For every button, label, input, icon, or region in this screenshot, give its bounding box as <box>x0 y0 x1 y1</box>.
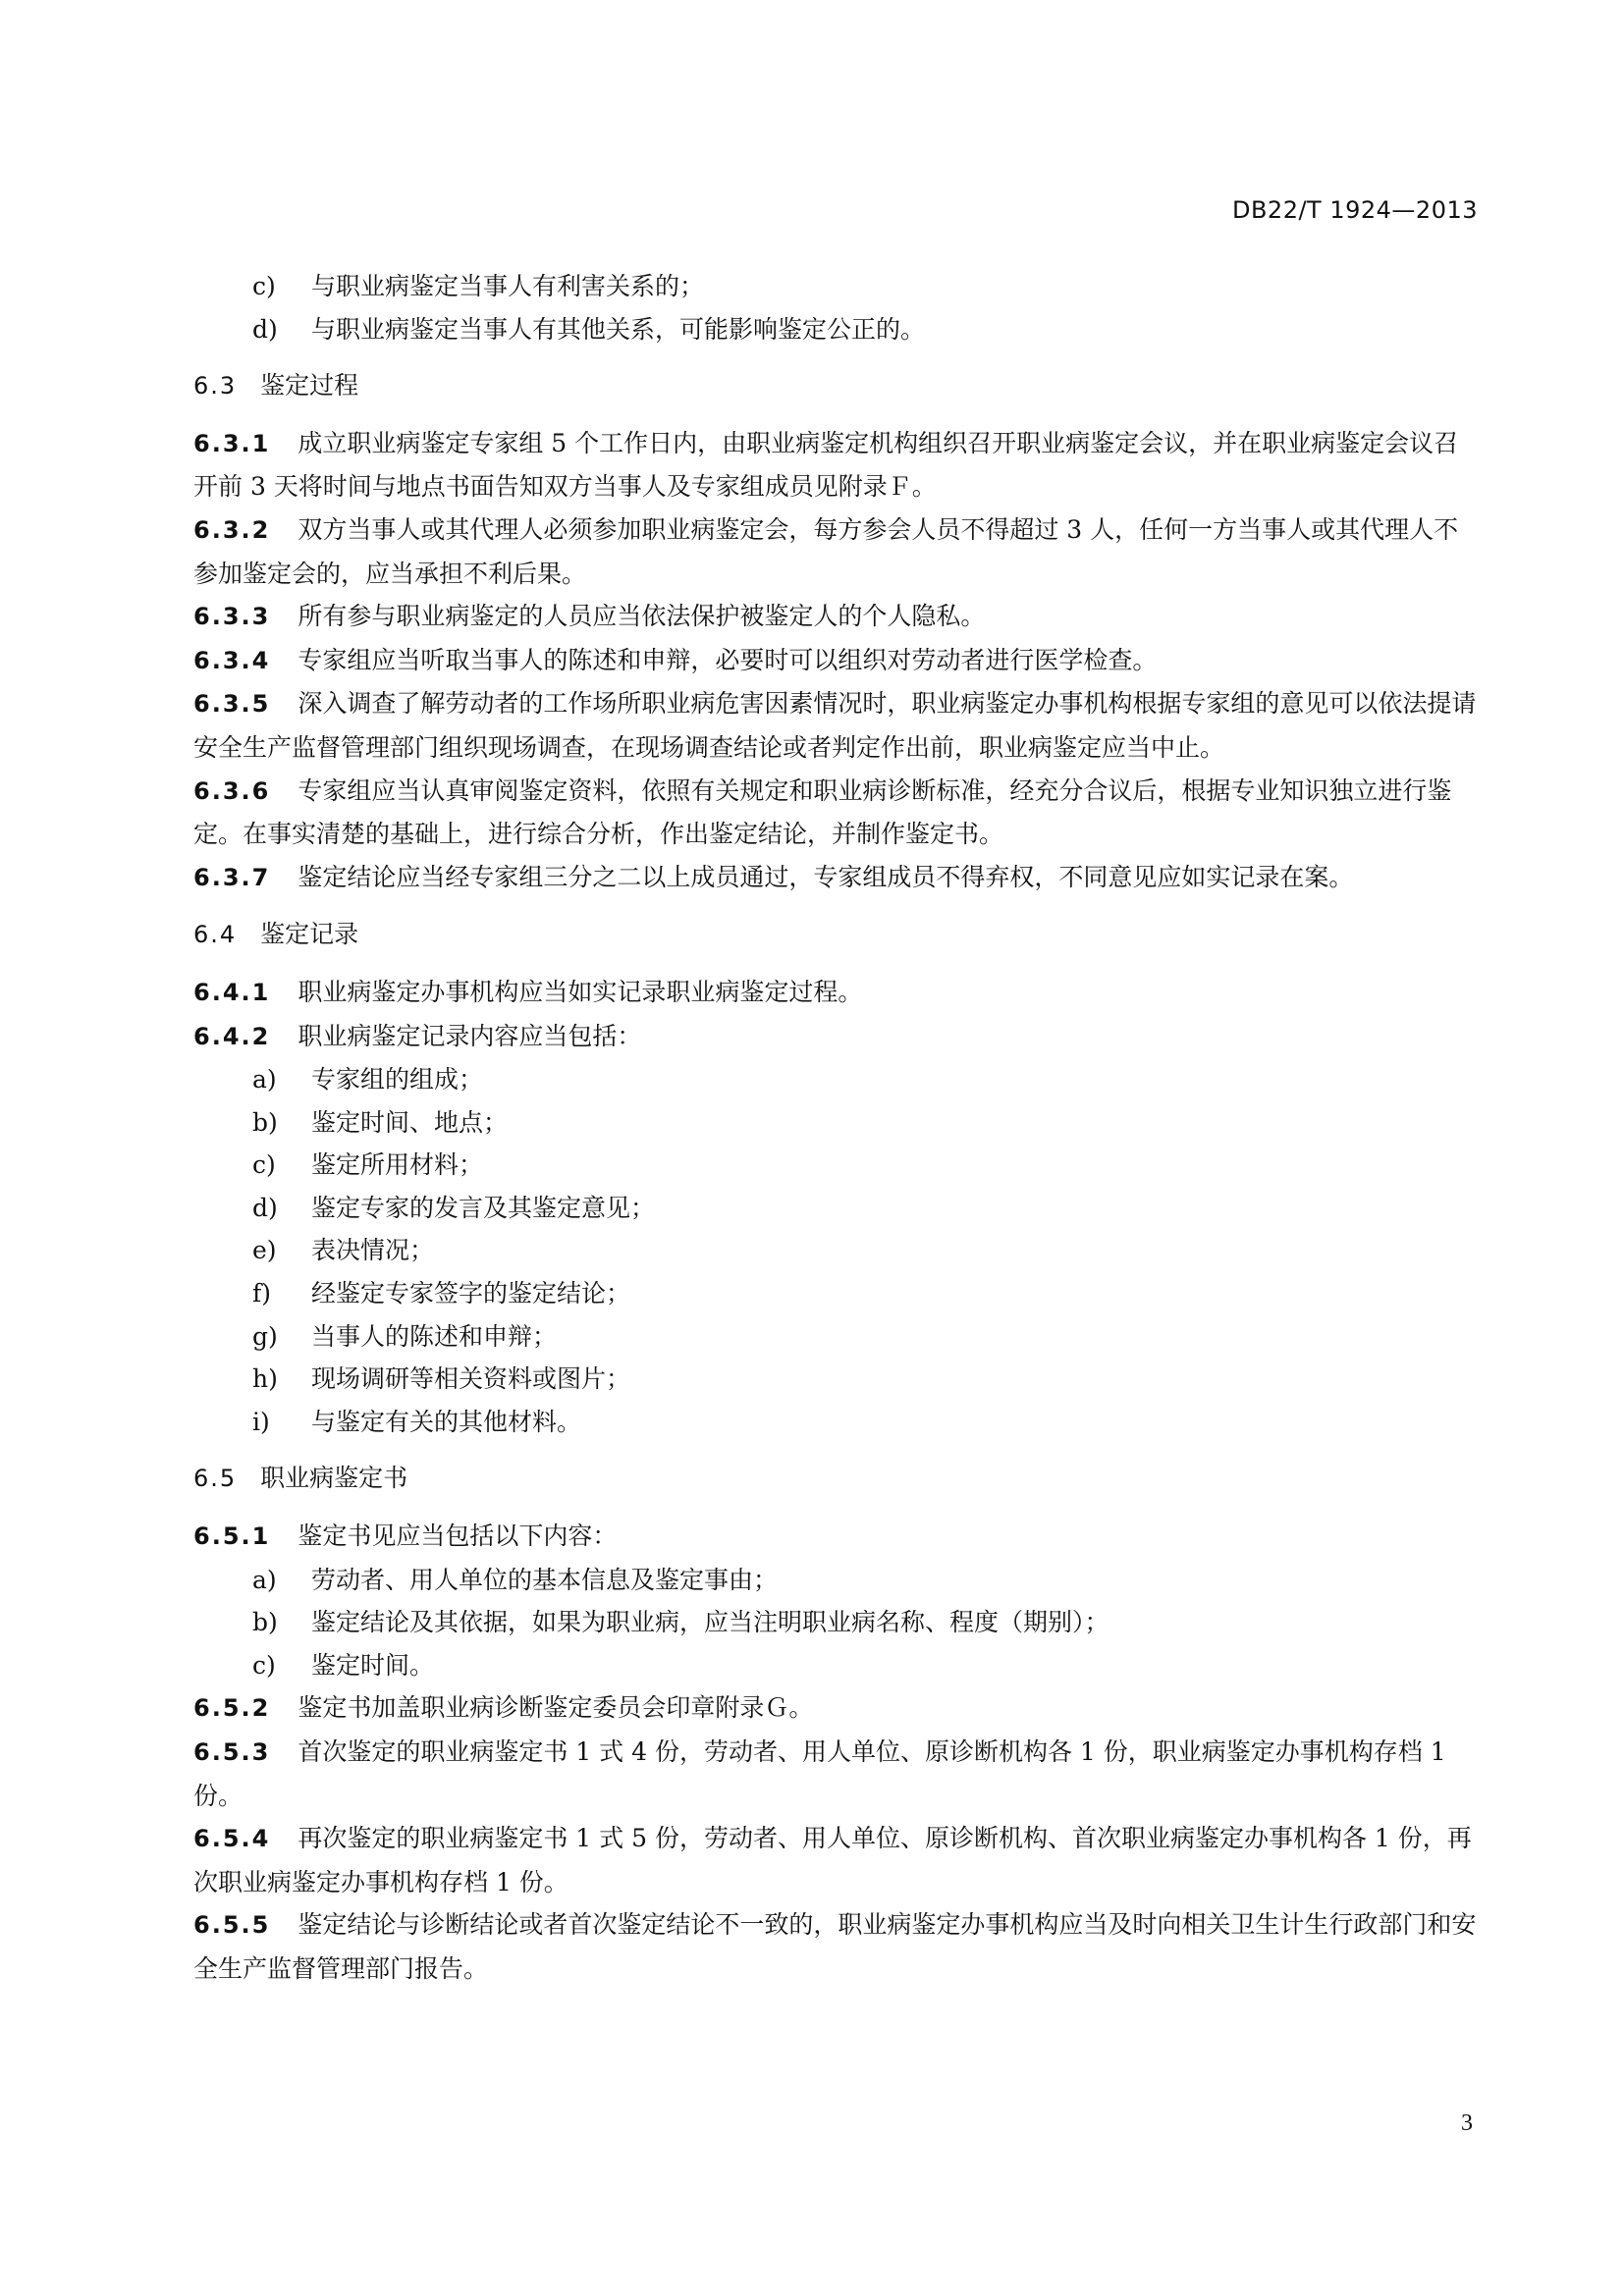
clause-number: 6.5.1 <box>193 1522 271 1551</box>
list-item <box>193 1101 1478 1145</box>
clause-6-3-5 <box>193 682 1478 769</box>
list-text: 与鉴定有关的其他材料。 <box>311 1407 582 1436</box>
clause-text: 鉴定书见应当包括以下内容： <box>298 1522 618 1551</box>
clause-text: 鉴定结论与诊断结论或者首次鉴定结论不一致的，职业病鉴定办事机构应当及时向相关卫生计生行政部门和安全生产监督管理部门报告。 <box>193 1910 1477 1983</box>
list-item <box>193 1187 1478 1230</box>
list-item <box>193 265 1478 308</box>
clause-text: 成立职业病鉴定专家组 5 个工作日内，由职业病鉴定机构组织召开职业病鉴定会议，并在职业病鉴定会议召开前 3 天将时间与地点书面告知双方当事人及专家组成员见附录Ｆ。 <box>193 428 1459 502</box>
clause-number: 6.4.1 <box>193 978 271 1006</box>
list-item <box>193 1315 1478 1359</box>
list-text: 与职业病鉴定当事人有利害关系的； <box>311 272 705 300</box>
clause-6-4-2 <box>193 1015 1478 1059</box>
clause-text: 深入调查了解劳动者的工作场所职业病危害因素情况时，职业病鉴定办事机构根据专家组的意见可以依法提请安全生产监督管理部门组织现场调查，在现场调查结论或者判定作出前，职业病鉴定应当中止。 <box>193 689 1477 762</box>
list-text: 经鉴定专家签字的鉴定结论； <box>311 1279 631 1308</box>
list-label: a) <box>252 1565 277 1594</box>
clause-number: 6.5.5 <box>193 1911 271 1940</box>
clause-6-5-1 <box>193 1515 1478 1559</box>
list-label: g) <box>252 1321 278 1351</box>
clause-6-5-4 <box>193 1817 1478 1903</box>
section-title: 鉴定记录 <box>260 920 359 949</box>
section-title: 职业病鉴定书 <box>260 1464 408 1493</box>
list-label: c) <box>252 1150 276 1180</box>
clause-text: 专家组应当听取当事人的陈述和申辩，必要时可以组织对劳动者进行医学检查。 <box>298 645 1158 674</box>
clause-text: 首次鉴定的职业病鉴定书 1 式 4 份，劳动者、用人单位、原诊断机构各 1 份，职业病鉴定办事机构存档 1 份。 <box>193 1737 1446 1810</box>
list-item <box>193 1601 1478 1644</box>
clause-text: 专家组应当认真审阅鉴定资料，依照有关规定和职业病诊断标准，经充分合议后，根据专业知识独立进行鉴定。在事实清楚的基础上，进行综合分析，作出鉴定结论，并制作鉴定书。 <box>193 775 1452 849</box>
list-label: a) <box>252 1065 277 1095</box>
clause-6-3-4 <box>193 639 1478 683</box>
list-label: f) <box>252 1279 272 1308</box>
list-label: i) <box>252 1407 270 1436</box>
clause-6-4-1 <box>193 971 1478 1015</box>
section-heading-6-5 <box>193 1457 1478 1501</box>
clause-number: 6.3.5 <box>193 690 271 719</box>
list-label: h) <box>252 1364 278 1394</box>
list-text: 劳动者、用人单位的基本信息及鉴定事由； <box>311 1565 779 1594</box>
clause-number: 6.3.1 <box>193 429 271 457</box>
list-item <box>193 1229 1478 1272</box>
clause-number: 6.3.6 <box>193 776 271 805</box>
clause-number: 6.4.2 <box>193 1022 271 1050</box>
list-text: 现场调研等相关资料或图片； <box>311 1364 631 1394</box>
list-label: d) <box>252 1193 278 1222</box>
clause-6-3-7 <box>193 856 1478 900</box>
section-number: 6.4 <box>193 921 238 949</box>
list-text: 鉴定专家的发言及其鉴定意见； <box>311 1193 656 1222</box>
section-number: 6.3 <box>193 372 238 400</box>
document-code: DB22/T 1924—2013 <box>1231 196 1478 224</box>
list-label: b) <box>252 1608 278 1637</box>
list-item <box>193 1272 1478 1315</box>
list-item <box>193 1559 1478 1602</box>
list-item <box>193 1058 1478 1101</box>
clause-6-5-3 <box>193 1731 1478 1817</box>
clause-text: 双方当事人或其代理人必须参加职业病鉴定会，每方参会人员不得超过 3 人，任何一方当事人或其代理人不参加鉴定会的，应当承担不利后果。 <box>193 514 1459 588</box>
clause-number: 6.3.4 <box>193 646 271 674</box>
clause-6-3-3 <box>193 595 1478 639</box>
page-number: 3 <box>1461 2110 1473 2136</box>
clause-number: 6.5.3 <box>193 1738 271 1766</box>
list-label: c) <box>252 1650 276 1680</box>
list-label: d) <box>252 314 278 344</box>
clause-text: 职业病鉴定记录内容应当包括： <box>298 1021 642 1050</box>
section-heading-6-3 <box>193 364 1478 408</box>
list-text: 鉴定所用材料； <box>311 1150 484 1180</box>
list-text: 专家组的组成； <box>311 1065 484 1095</box>
list-text: 表决情况； <box>311 1236 435 1265</box>
list-text: 与职业病鉴定当事人有其他关系，可能影响鉴定公正的。 <box>311 314 926 344</box>
list-text: 鉴定结论及其依据，如果为职业病，应当注明职业病名称、程度（期别）； <box>311 1608 1109 1637</box>
section-number: 6.5 <box>193 1465 238 1493</box>
clause-text: 职业病鉴定办事机构应当如实记录职业病鉴定过程。 <box>298 977 863 1006</box>
list-text: 鉴定时间。 <box>311 1650 435 1680</box>
clause-number: 6.3.3 <box>193 603 271 631</box>
list-item <box>193 1144 1478 1187</box>
clause-number: 6.5.4 <box>193 1825 271 1853</box>
page-content <box>193 265 1478 1991</box>
clause-text: 鉴定书加盖职业病诊断鉴定委员会印章附录Ｇ。 <box>298 1693 814 1723</box>
clause-text: 再次鉴定的职业病鉴定书 1 式 5 份，劳动者、用人单位、原诊断机构、首次职业病鉴定办事机构各 1 份，再次职业病鉴定办事机构存档 1 份。 <box>193 1824 1472 1896</box>
list-item <box>193 1358 1478 1401</box>
clause-number: 6.3.7 <box>193 863 271 891</box>
clause-6-5-2 <box>193 1686 1478 1731</box>
list-label: e) <box>252 1236 277 1265</box>
list-item <box>193 308 1478 351</box>
clause-6-3-2 <box>193 508 1478 595</box>
clause-number: 6.3.2 <box>193 515 271 544</box>
list-item <box>193 1644 1478 1687</box>
clause-text: 鉴定结论应当经专家组三分之二以上成员通过，专家组成员不得弃权，不同意见应如实记录在案。 <box>298 862 1354 891</box>
clause-6-3-6 <box>193 770 1478 856</box>
clause-6-3-1 <box>193 422 1478 508</box>
clause-6-5-5 <box>193 1903 1478 1990</box>
section-heading-6-4 <box>193 913 1478 957</box>
section-title: 鉴定过程 <box>260 371 359 400</box>
list-text: 当事人的陈述和申辩； <box>311 1321 558 1351</box>
list-label: c) <box>252 272 276 300</box>
clause-text: 所有参与职业病鉴定的人员应当依法保护被鉴定人的个人隐私。 <box>298 602 986 631</box>
list-text: 鉴定时间、地点； <box>311 1107 509 1137</box>
list-item <box>193 1401 1478 1444</box>
clause-number: 6.5.2 <box>193 1694 271 1723</box>
list-label: b) <box>252 1107 278 1137</box>
